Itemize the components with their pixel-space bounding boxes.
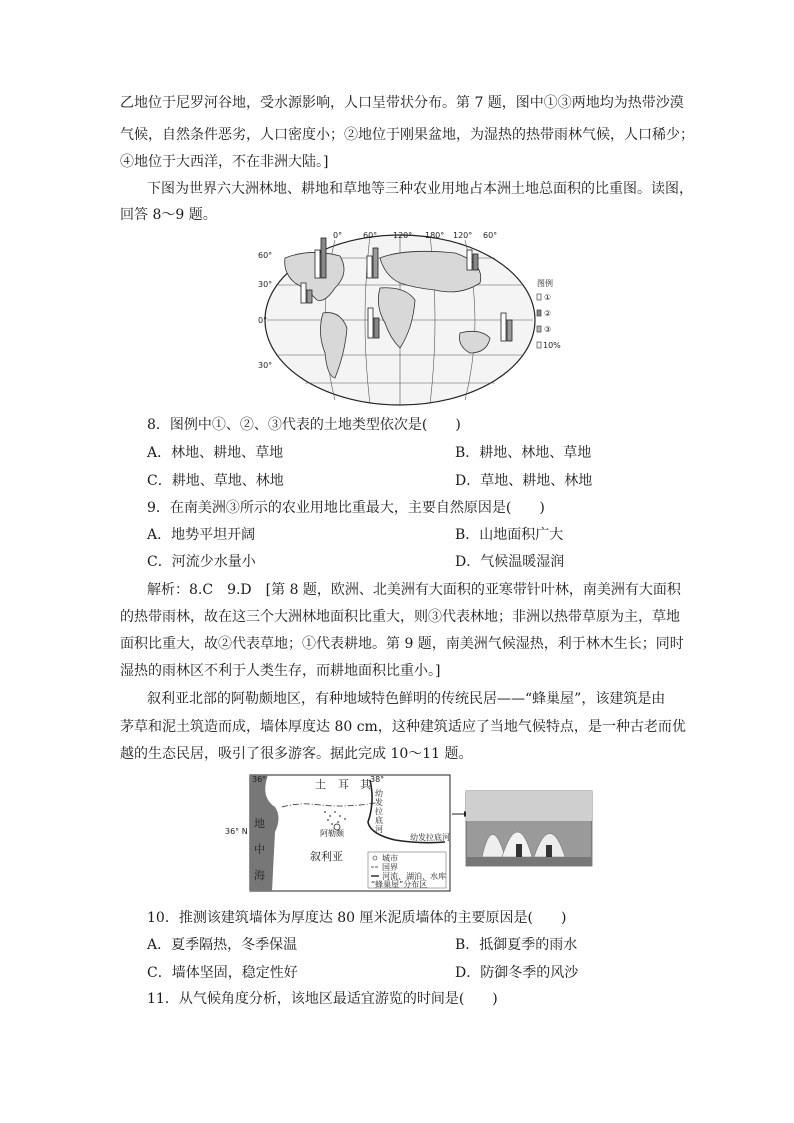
q9-option-c: C．河流少水量小 (147, 554, 256, 570)
lat-label: 30° (258, 280, 273, 289)
legend-item: 河流、湖泊、水库 (382, 872, 446, 881)
river-label: 底 (375, 816, 383, 825)
legend-item: 城市 (382, 854, 398, 863)
sea-char: 海 (254, 869, 265, 882)
paragraph-line: 茅草和泥土筑造而成，墙体厚度达 80 cm，这种建筑适应了当地气候特点，是一种古老而优 (120, 719, 686, 735)
river-label: 幼 (375, 789, 383, 798)
lon-label: 60° (363, 231, 378, 240)
lon-label: 36° (252, 775, 267, 784)
q8-option-b: B．耕地、林地、草地 (455, 445, 592, 461)
q8-option-c: C．耕地、草地、林地 (147, 473, 284, 489)
lat-label: 0° (258, 316, 268, 325)
legend-title: 图例 (537, 279, 553, 288)
paragraph-line: 回答 8～9 题。 (120, 207, 217, 223)
country-label: 其 (360, 778, 371, 791)
question-10-stem: 10．推测该建筑墙体为厚度达 80 厘米泥质墙体的主要原因是( ) (147, 910, 567, 926)
aleppo-map-figure (220, 772, 600, 894)
lon-label: 0° (333, 231, 343, 240)
river-label: 拉 (375, 807, 383, 816)
paragraph-line: 面积比重大，故②代表草地；①代表耕地。第 9 题，南美洲气候湿热，利于林木生长；同时 (120, 636, 684, 652)
q9-option-d: D．气候温暖湿润 (455, 554, 565, 570)
lon-label: 180° (425, 231, 445, 240)
legend-item: ② (544, 309, 552, 318)
river-label: 发 (375, 798, 383, 807)
lat-label: 60° (258, 251, 273, 260)
world-map-figure (255, 228, 575, 408)
question-9-stem: 9．在南美洲③所示的农业用地比重最大，主要自然原因是( ) (147, 500, 545, 516)
lon-label: 120° (453, 231, 473, 240)
lat-label: 30° (258, 361, 273, 370)
legend-item: ① (544, 293, 552, 302)
river-label: 幼发拉底河 (410, 833, 450, 842)
sea-char: 地 (254, 817, 265, 830)
lon-label: 120° (393, 231, 413, 240)
paragraph-line: 下图为世界六大洲林地、耕地和草地等三种农业用地占本洲土地总面积的比重图。读图， (147, 181, 693, 197)
question-8-stem: 8．图例中①、②、③代表的土地类型依次是( ) (147, 417, 461, 433)
q8-option-d: D．草地、耕地、林地 (455, 473, 593, 489)
river-label: 河 (375, 825, 383, 834)
paragraph-line: 湿热的雨林区不利于人类生存，而耕地面积比重小。] (120, 663, 441, 679)
country-label: 叙利亚 (310, 850, 343, 863)
legend-item: ③ (544, 325, 552, 334)
legend-item: 国界 (382, 863, 398, 872)
q10-option-c: C．墙体坚固，稳定性好 (147, 965, 298, 981)
paragraph-line: 解析：8.C 9.D [第 8 题，欧洲、北美洲有大面积的亚寒带针叶林，南美洲有大面积 (147, 582, 681, 598)
paragraph-line: ④地位于大西洋，不在非洲大陆。] (120, 154, 329, 170)
country-label: 耳 (338, 778, 349, 791)
legend-item: “蜂巢屋”分布区 (371, 880, 428, 889)
paragraph-line: 气候，自然条件恶劣，人口密度小；②地位于刚果盆地，为湿热的热带雨林气候，人口稀少； (120, 127, 694, 143)
paragraph-line: 越的生态民居，吸引了很多游客。据此完成 10～11 题。 (120, 746, 473, 762)
q9-option-b: B．山地面积广大 (455, 527, 564, 543)
q10-option-d: D．防御冬季的风沙 (455, 965, 579, 981)
q10-option-b: B．抵御夏季的雨水 (455, 937, 578, 953)
lon-label: 38° (370, 775, 385, 784)
sea-char: 中 (254, 843, 265, 856)
country-label: 土 (315, 778, 326, 791)
city-label: 阿勒颇 (320, 829, 344, 838)
paragraph-line: 叙利亚北部的阿勒颇地区，有种地域特色鲜明的传统民居——“蜂巢屋”，该建筑是由 (147, 691, 666, 707)
paragraph-line: 乙地位于尼罗河谷地，受水源影响，人口呈带状分布。第 7 题，图中①③两地均为热带沙漠 (120, 95, 684, 111)
lat-label: 36° N (225, 827, 248, 836)
paragraph-line: 的热带雨林，故在这三个大洲林地面积比重大，则③代表林地；非洲以热带草原为主，草地 (120, 609, 680, 625)
q10-option-a: A．夏季隔热，冬季保温 (147, 937, 298, 953)
question-11-stem: 11．从气候角度分析，该地区最适宜游览的时间是( ) (147, 991, 498, 1007)
q8-option-a: A．林地、耕地、草地 (147, 445, 284, 461)
legend-item: 10% (543, 341, 561, 350)
q9-option-a: A．地势平坦开阔 (147, 527, 256, 543)
lon-label: 60° (483, 231, 498, 240)
